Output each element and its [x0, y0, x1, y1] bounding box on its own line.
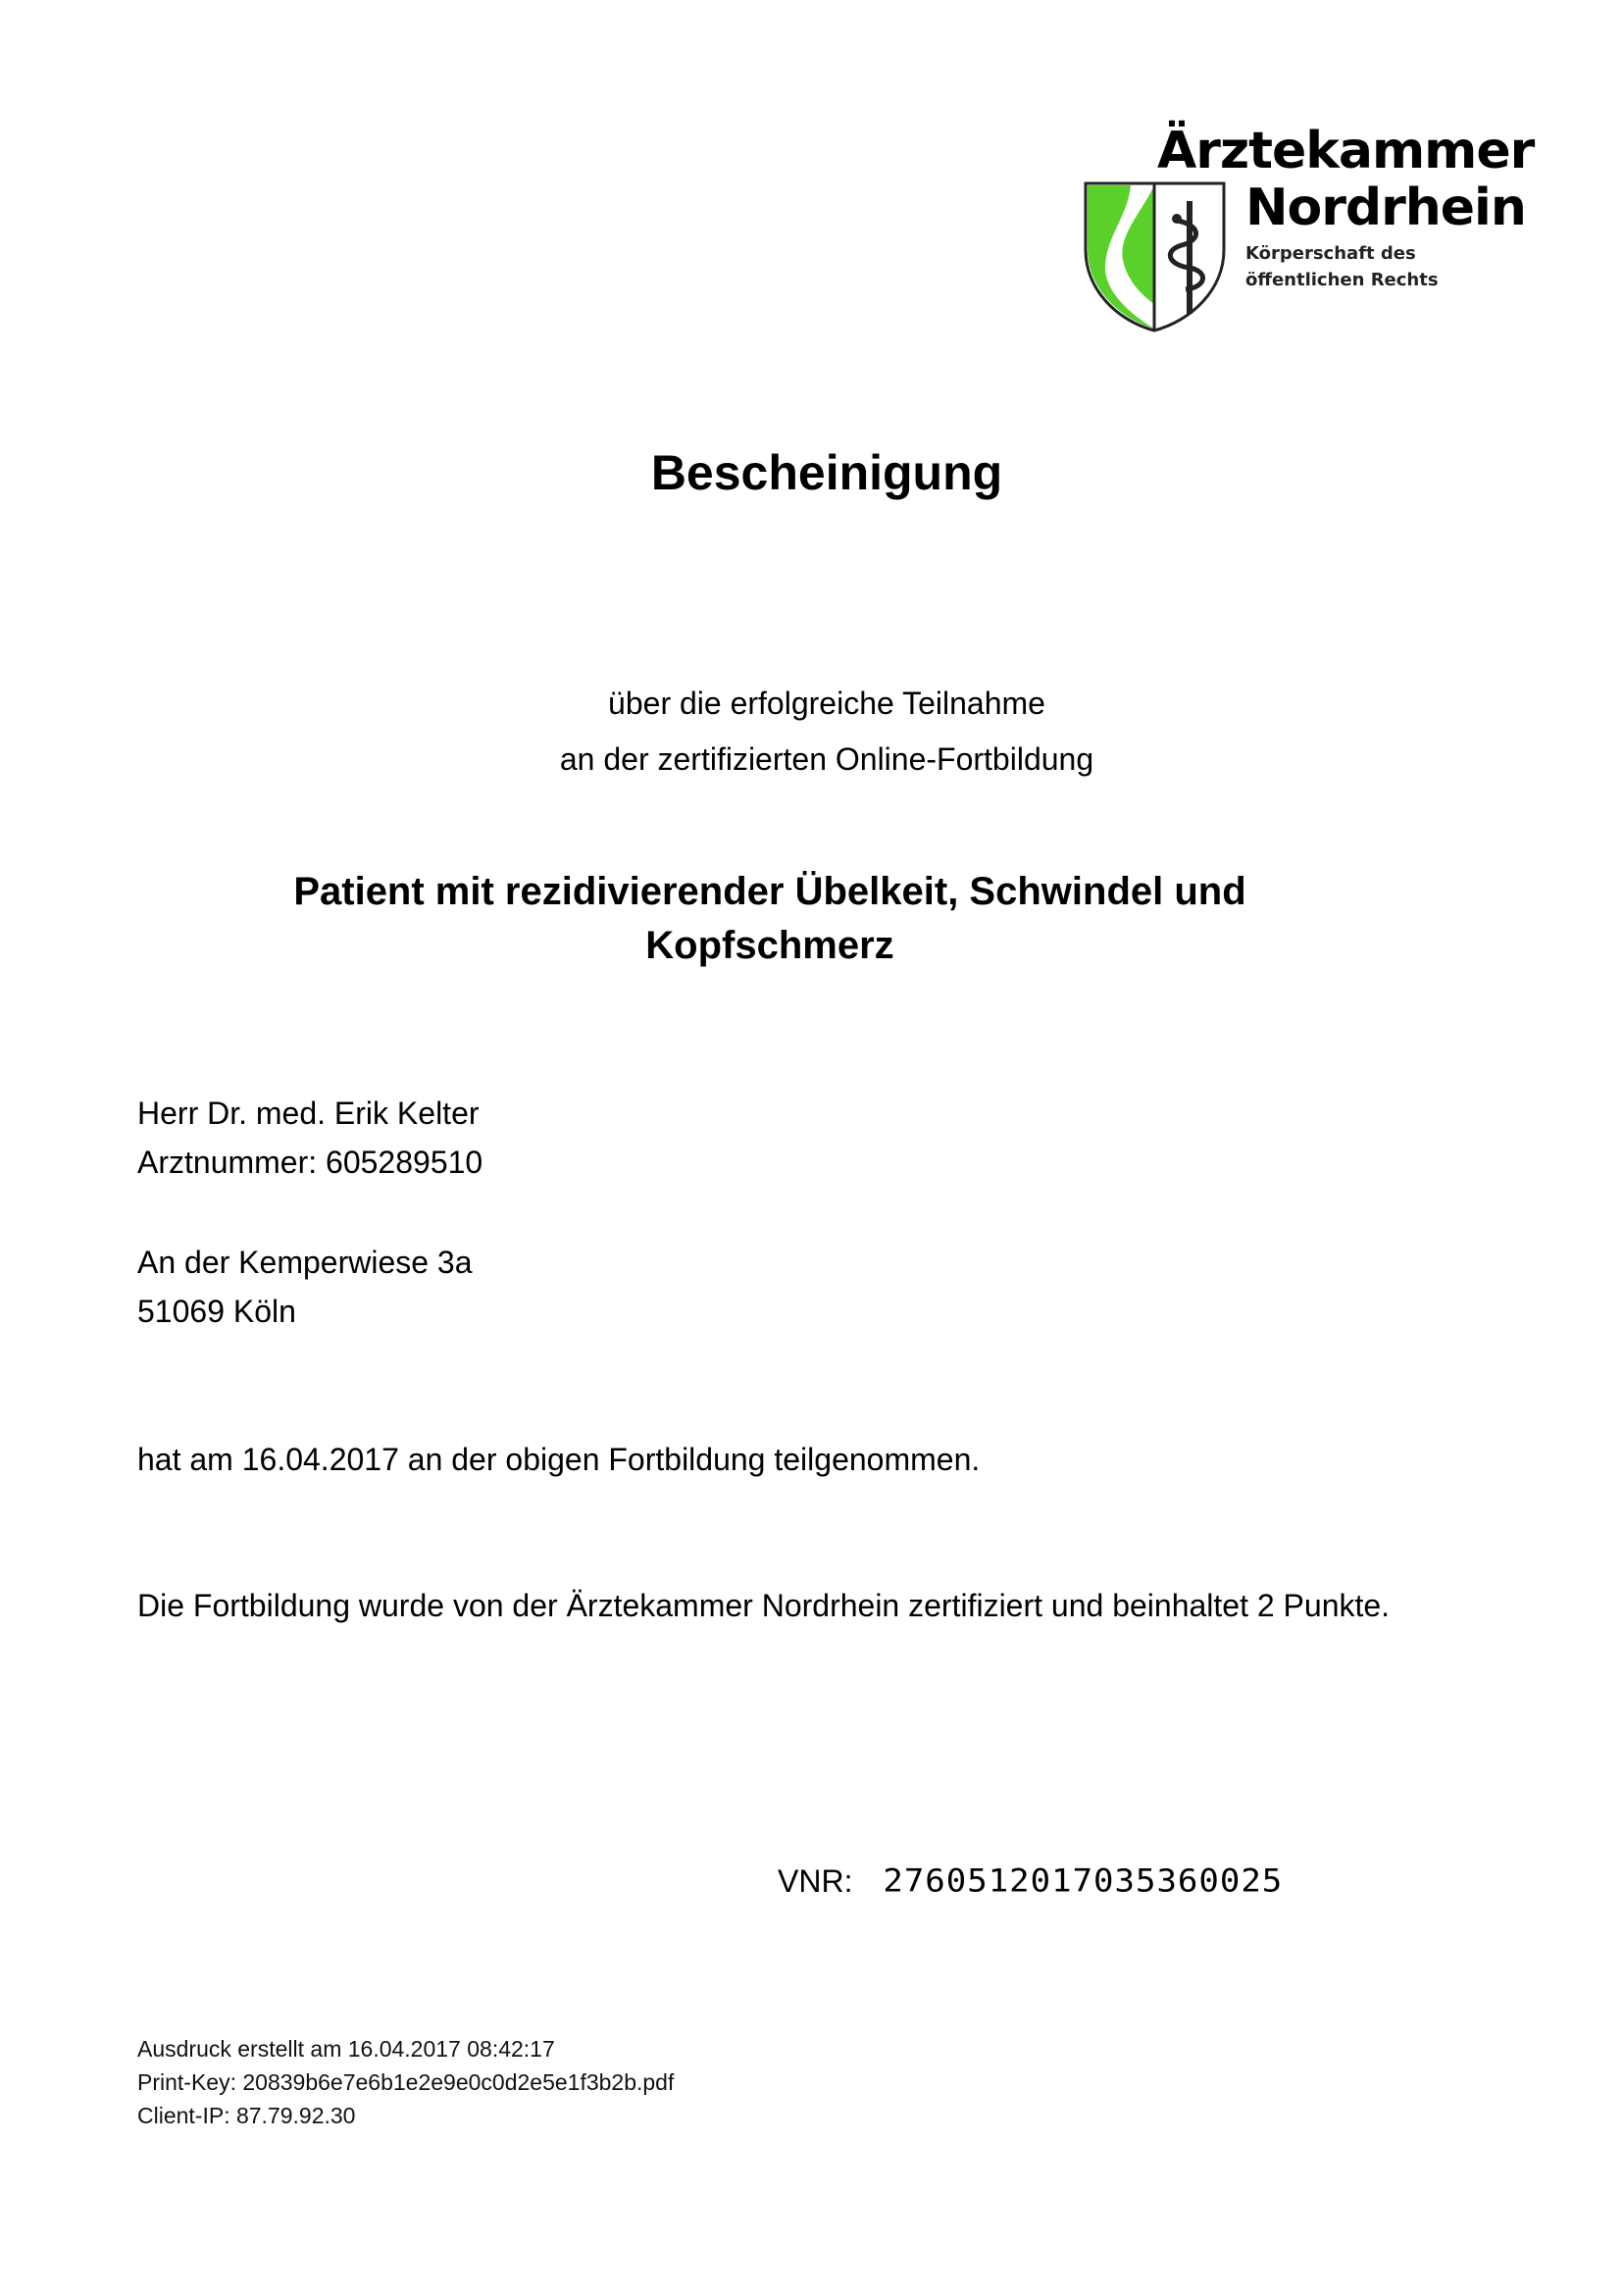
intro-line1: über die erfolgreiche Teilnahme: [608, 686, 1045, 721]
chamber-logo: [1084, 122, 1535, 333]
doctor-number: Arztnummer: 605289510: [137, 1145, 483, 1180]
print-footer: [137, 2032, 674, 2132]
course-title-line1: Patient mit rezidivierender Übelkeit, Schwindel und: [293, 870, 1246, 913]
logo-subtitle-line2: öffentlichen Rechts: [1245, 270, 1439, 290]
print-key: Print-Key: 20839b6e7e6b1e2e9e0c0d2e5e1f3b2b.pdf: [137, 2069, 675, 2095]
logo-name-line2: Nordrhein: [1245, 178, 1526, 237]
participation-statement: hat am 16.04.2017 an der obigen Fortbildung teilgenommen.: [137, 1442, 981, 1477]
page-title: Bescheinigung: [650, 445, 1003, 500]
address-block: [137, 1238, 473, 1336]
certification-statement: Die Fortbildung wurde von der Ärztekammer Nordrhein zertifiziert und beinhaltet 2 Punkte.: [137, 1588, 1391, 1623]
vnr-line: [778, 1859, 1283, 1901]
intro-line2: an der zertifizierten Online-Fortbildung: [559, 741, 1094, 777]
printed-timestamp: Ausdruck erstellt am 16.04.2017 08:42:17: [137, 2036, 555, 2062]
vnr-label: VNR:: [778, 1862, 853, 1899]
address-street: An der Kemperwiese 3a: [137, 1245, 473, 1280]
address-city: 51069 Köln: [137, 1294, 296, 1329]
vnr-value: 2760512017035360025: [883, 1861, 1284, 1900]
logo-name-line1: Ärztekammer: [1157, 122, 1535, 180]
participant-name: Herr Dr. med. Erik Kelter: [137, 1096, 480, 1131]
participant-block: [137, 1089, 482, 1187]
course-title-line2: Kopfschmerz: [645, 924, 894, 967]
coat-of-arms-icon: [1084, 181, 1226, 333]
course-title: [0, 865, 1540, 973]
logo-subtitle-line1: Körperschaft des: [1245, 243, 1416, 264]
client-ip: Client-IP: 87.79.92.30: [137, 2103, 356, 2128]
